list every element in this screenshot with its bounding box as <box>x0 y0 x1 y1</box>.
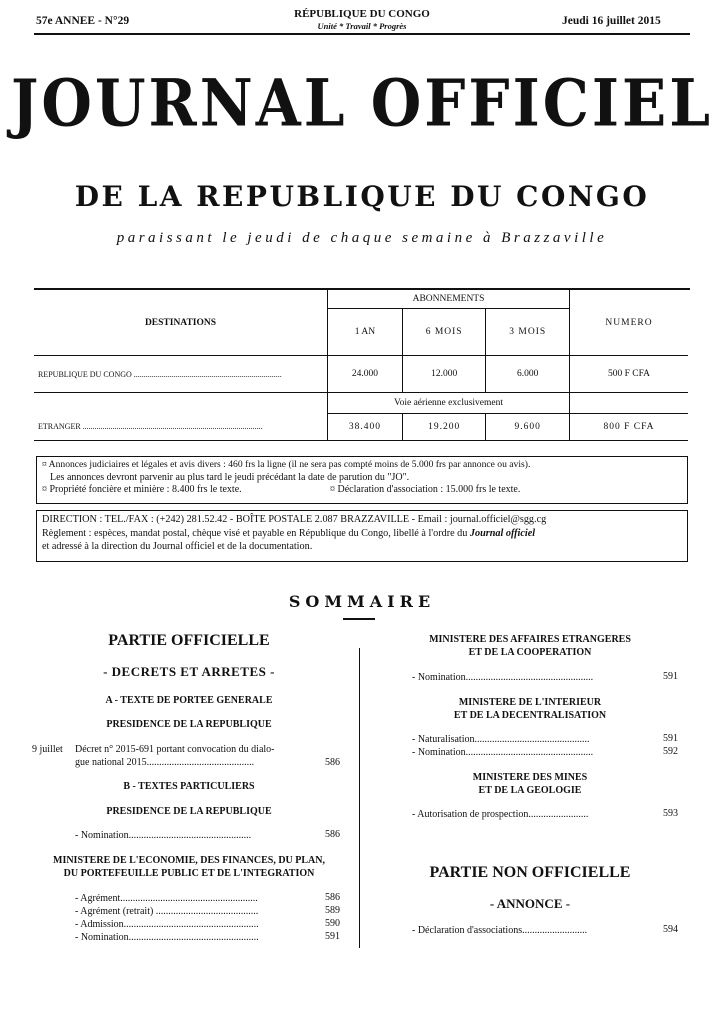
issue-date: Jeudi 16 juillet 2015 <box>562 15 661 27</box>
eco-agrement-retrait-page: 589 <box>325 905 340 916</box>
decrets-arretes: - DECRETS ET ARRETES - <box>103 664 275 679</box>
abonnements-header: ABONNEMENTS <box>328 290 570 309</box>
notice-line3a: ¤ Propriété foncière et minière : 8.400 frs le texte. <box>42 484 242 495</box>
etranger-1an: 38.400 <box>328 414 403 441</box>
notice-line3b: ¤ Déclaration d'association : 15.000 frs le texte. <box>330 484 521 495</box>
journal-subtitle: DE LA REPUBLIQUE DU CONGO <box>74 180 650 213</box>
etranger-numero: 800 F CFA <box>570 414 689 441</box>
mines-autorisation: - Autorisation de prospection........................ <box>412 809 589 820</box>
annonce-heading: - ANNONCE - <box>489 896 571 911</box>
motto: Unité * Travail * Progrès <box>317 21 407 31</box>
journal-title: JOURNAL OFFICIEL <box>10 64 714 142</box>
decret-line1: Décret n° 2015-691 portant convocation du dialo- <box>75 744 275 755</box>
direction-journal: Journal officiel <box>469 527 536 539</box>
direction-line2: Règlement : espèces, mandat postal, chèque visé et payable en République du Congo, libellé à l'ordre du <box>42 527 468 539</box>
column-divider <box>359 648 360 948</box>
ministere-economie-1: MINISTERE DE L'ECONOMIE, DES FINANCES, DU PLAN, <box>53 855 325 866</box>
issue-number: 57e ANNEE - N°29 <box>36 15 130 27</box>
annonce-declaration: - Déclaration d'associations.......................... <box>412 925 588 936</box>
presidence-2: PRESIDENCE DE LA REPUBLIQUE <box>106 806 272 817</box>
period-1an: 1 AN <box>328 309 403 356</box>
eco-agrement: - Agrément....................................................... <box>75 893 258 904</box>
mae-1: MINISTERE DES AFFAIRES ETRANGERES <box>429 634 631 645</box>
mines-1: MINISTERE DES MINES <box>472 772 588 783</box>
textes-particuliers: B - TEXTES PARTICULIERS <box>123 781 255 792</box>
journal-tagline: paraissant le jeudi de chaque semaine à Brazzaville <box>116 230 608 246</box>
decret-page: 586 <box>325 757 340 768</box>
destinations-header: DESTINATIONS <box>34 290 328 356</box>
mint-2: ET DE LA DECENTRALISATION <box>453 710 607 721</box>
mines-2: ET DE LA GEOLOGIE <box>478 785 582 796</box>
etranger-label: ETRANGER .......................................................................................... <box>34 414 328 441</box>
congo-3mois: 6.000 <box>486 356 570 393</box>
direction-line1: DIRECTION : TEL./FAX : (+242) 281.52.42 - BOÎTE POSTALE 2.087 BRAZZAVILLE - Email : journal.officiel@sgg.cg <box>42 514 547 525</box>
notices-box <box>36 456 688 504</box>
nomination-1-page: 586 <box>325 829 340 840</box>
etranger-3mois: 9.600 <box>486 414 570 441</box>
mae-2: ET DE LA COOPERATION <box>468 647 592 658</box>
partie-officielle: PARTIE OFFICIELLE <box>108 632 270 649</box>
period-3mois: 3 MOIS <box>486 309 570 356</box>
mint-naturalisation: - Naturalisation.............................................. <box>412 734 590 745</box>
eco-admission-page: 590 <box>325 918 340 929</box>
congo-6mois: 12.000 <box>402 356 486 393</box>
mint-nomination: - Nomination................................................... <box>412 747 594 758</box>
mint-nomination-page: 592 <box>663 746 678 757</box>
decret-date: 9 juillet <box>32 744 63 755</box>
sommaire-title: SOMMAIRE <box>288 592 436 611</box>
partie-non-officielle: PARTIE NON OFFICIELLE <box>429 864 631 881</box>
eco-nomination: - Nomination.................................................... <box>75 932 259 943</box>
period-6mois: 6 MOIS <box>402 309 486 356</box>
annonce-declaration-page: 594 <box>663 924 678 935</box>
presidence-1: PRESIDENCE DE LA REPUBLIQUE <box>106 719 272 730</box>
notice-line2: Les annonces devront parvenir au plus tard le jeudi précédant la date de parution du "JO". <box>50 471 410 483</box>
congo-label: REPUBLIQUE DU CONGO .......................................................................... <box>34 356 328 393</box>
mae-nomination: - Nomination................................................... <box>412 672 594 683</box>
direction-line3: et adressé à la direction du Journal officiel et de la documentation. <box>42 541 313 552</box>
numero-header: NUMERO <box>570 290 689 356</box>
mae-nomination-page: 591 <box>663 671 678 682</box>
notice-line1: ¤ Annonces judiciaires et légales et avis divers : 460 frs la ligne (il ne sera pas compté moins de 5.000 frs par annonce ou avis). <box>42 459 531 470</box>
etranger-6mois: 19.200 <box>402 414 486 441</box>
eco-agrement-retrait: - Agrément (retrait) ......................................... <box>75 906 259 917</box>
texte-portee-generale: A - TEXTE DE PORTEE GENERALE <box>105 695 273 706</box>
nomination-1: - Nomination................................................. <box>75 830 252 841</box>
eco-admission: - Admission...................................................... <box>75 919 259 930</box>
mint-naturalisation-page: 591 <box>663 733 678 744</box>
decret-line2: gue national 2015........................................... <box>75 757 255 768</box>
mint-1: MINISTERE DE L'INTERIEUR <box>458 697 602 708</box>
direction-box <box>36 510 688 562</box>
eco-nomination-page: 591 <box>325 931 340 942</box>
air-note: Voie aérienne exclusivement <box>328 393 570 414</box>
congo-numero: 500 F CFA <box>570 356 689 393</box>
congo-1an: 24.000 <box>328 356 403 393</box>
republic-label: RÉPUBLIQUE DU CONGO <box>294 8 430 20</box>
header-rule <box>34 33 690 35</box>
mines-autorisation-page: 593 <box>663 808 678 819</box>
ministere-economie-2: DU PORTEFEUILLE PUBLIC ET DE L'INTEGRATION <box>63 868 315 879</box>
subscription-table <box>34 290 688 441</box>
eco-agrement-page: 586 <box>325 892 340 903</box>
